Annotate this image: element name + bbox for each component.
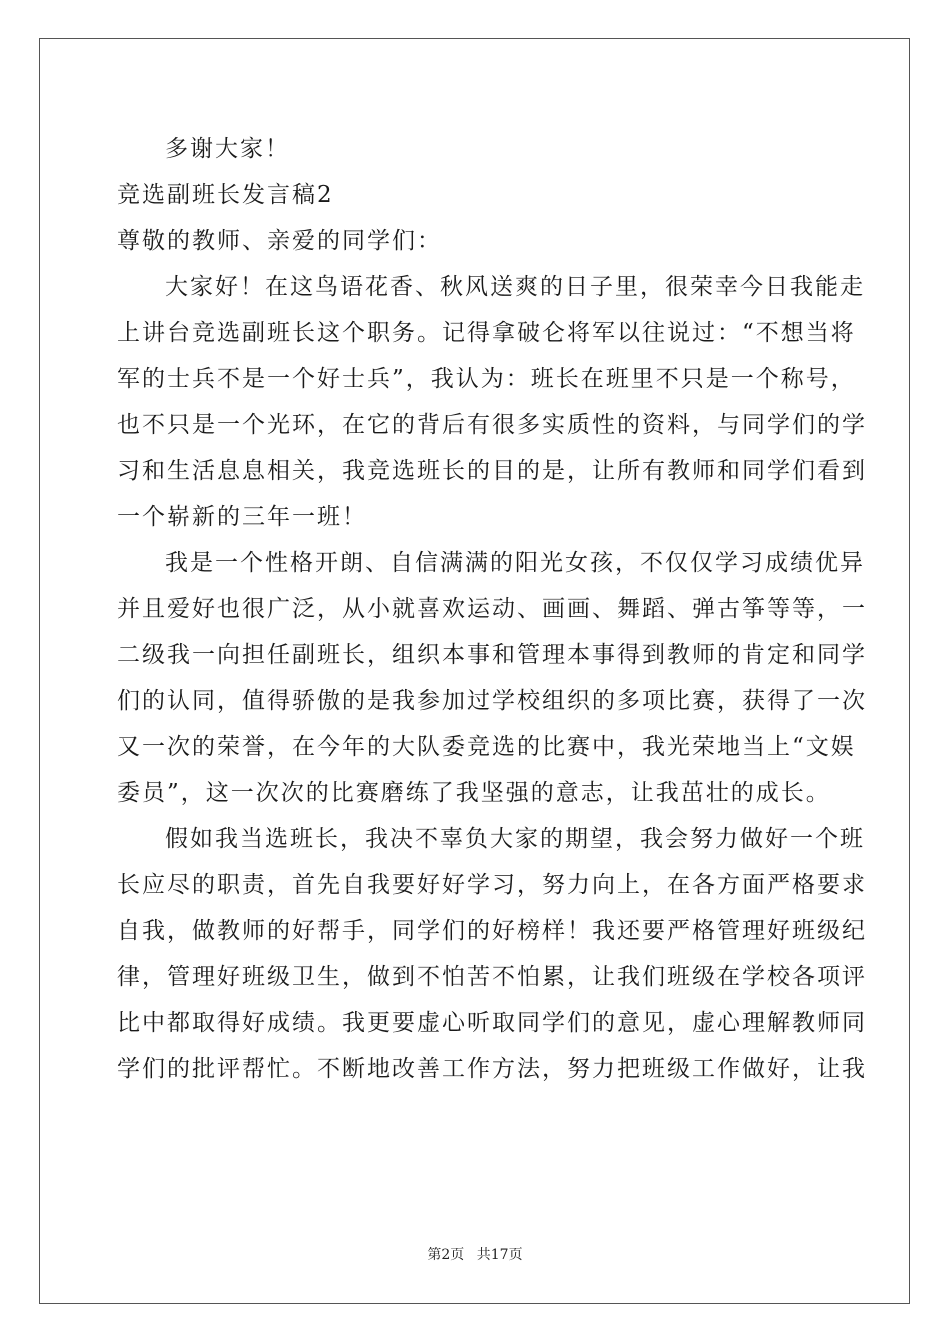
page-total: 共17页 <box>476 1247 523 1263</box>
text-line: 二级我一向担任副班长，组织本事和管理本事得到教师的肯定和同学 <box>117 642 867 668</box>
page-number: 第2页 <box>427 1247 465 1263</box>
text-line: 尊敬的教师、亲爱的同学们： <box>117 228 442 254</box>
text-line: 学们的批评帮忙。不断地改善工作方法，努力把班级工作做好，让我 <box>117 1056 867 1082</box>
text-line: 比中都取得好成绩。我更要虚心听取同学们的意见，虚心理解教师同 <box>117 1010 867 1036</box>
text-line: 也不只是一个光环，在它的背后有很多实质性的资料，与同学们的学 <box>117 412 867 438</box>
text-line: 习和生活息息相关，我竞选班长的目的是，让所有教师和同学们看到 <box>117 458 867 484</box>
page-footer <box>0 1244 950 1264</box>
text-line: 又一次的荣誉，在今年的大队委竞选的比赛中，我光荣地当上“文娱 <box>117 734 856 760</box>
text-line: 委员”，这一次次的比赛磨练了我坚强的意志，让我茁壮的成长。 <box>117 780 831 806</box>
text-line: 我是一个性格开朗、自信满满的阳光女孩，不仅仅学习成绩优异 <box>165 550 865 576</box>
text-line: 自我，做教师的好帮手，同学们的好榜样！我还要严格管理好班级纪 <box>117 918 867 944</box>
text-line: 们的认同，值得骄傲的是我参加过学校组织的多项比赛，获得了一次 <box>117 688 867 714</box>
text-line: 长应尽的职责，首先自我要好好学习，努力向上，在各方面严格要求 <box>117 872 867 898</box>
text-line: 多谢大家！ <box>165 136 290 162</box>
text-line: 假如我当选班长，我决不辜负大家的期望，我会努力做好一个班 <box>165 826 865 852</box>
text-line: 一个崭新的三年一班！ <box>117 504 367 530</box>
text-line: 竞选副班长发言稿2 <box>117 182 334 208</box>
text-line: 律，管理好班级卫生，做到不怕苦不怕累，让我们班级在学校各项评 <box>117 964 867 990</box>
document-body <box>117 126 867 1092</box>
text-line: 并且爱好也很广泛，从小就喜欢运动、画画、舞蹈、弹古筝等等，一 <box>117 596 867 622</box>
text-line: 大家好！在这鸟语花香、秋风送爽的日子里，很荣幸今日我能走 <box>165 274 865 300</box>
text-line: 军的士兵不是一个好士兵”，我认为：班长在班里不只是一个称号， <box>117 366 856 392</box>
text-line: 上讲台竞选副班长这个职务。记得拿破仑将军以往说过：“不想当将 <box>117 320 856 346</box>
